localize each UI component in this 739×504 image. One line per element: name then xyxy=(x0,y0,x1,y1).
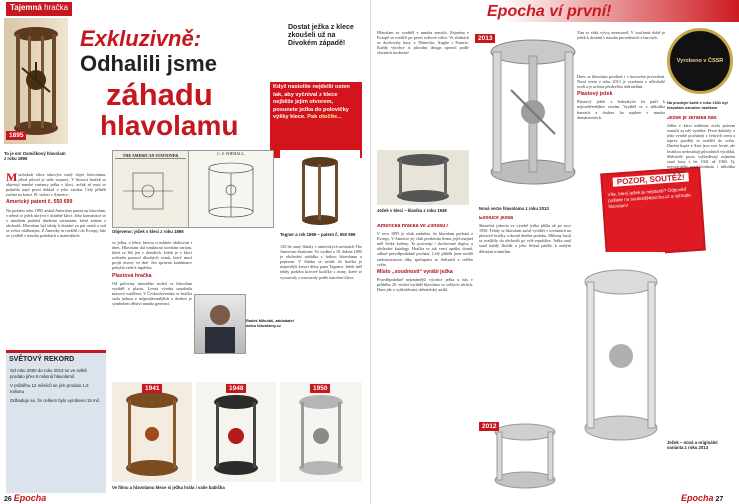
year-badge-2013: 2013 xyxy=(475,34,495,43)
record-box-title: SVĚTOVÝ REKORD xyxy=(9,356,75,363)
photo-1950 xyxy=(280,382,362,482)
section-tag-sub: hračka xyxy=(44,3,69,12)
right-body-col2: Evoluce ježka Skutečná jednota ve výrobě ježka přišla až po roce 1950. Tehdy se hlavolam začal vyrábět v továrnách na plastové hračky a dostal dnešní podobu. Miliony kusů se rozšířily do obchodů po celé republice. Ježka znal snad každý školák a jeho řešení patřilo k malým dětským triumfům. xyxy=(479,216,571,254)
subhead-evoluce: Evoluce ježka xyxy=(479,216,514,221)
headline-line-3: záhadu xyxy=(106,77,213,112)
contest-body: Víte, který ježek je nejstarší? Odpověď pošlete na soutez@epocha.cz a vyhrajte hlavolam! xyxy=(607,186,691,209)
subhead-soudnost: Místo „soudnosti“ vyrábí ježka xyxy=(377,268,453,275)
section-tag-main: Tajemná xyxy=(10,3,42,12)
magazine-logo-left: Epocha xyxy=(13,493,47,503)
year-badge-1941: 1941 xyxy=(142,384,162,393)
left-body-col3: 130 let starý články v amerických novinách The American Stationer. Ve vydání z 18. dubna 1895 je obchodní nabídka s fotkou hlavolamu a popisem. V článku se uvádí, že hračka je nejnovější kreací dílny pana Tegnera. Ježek měl tehdy podobu kovové kuličky s ostny, které se vysouvaly a zasouvaly podle natočení klece. xyxy=(280,244,362,280)
year-badge-2012: 2012 xyxy=(479,422,499,431)
cage-1950-icon xyxy=(280,382,362,482)
cage-side-icon xyxy=(377,150,469,205)
right-body-col4: Ježek je zkrátka náš Ježka v kleci můžeme zcela právem označit za náš vynález. První doklady o jeho výrobě pocházejí z českých zemí a teprve později se rozšířil do světa. Dnešní kopie z Asie jsou sice levné, ale kvalitou nedosahují původních výrobků. Sběratelé proto vyhledávají zejména staré kusy z let 1941 až 1960. Ty nejvzácnější mají hodnotu i několika tisíc korun. xyxy=(667,116,735,174)
patent-caption: Objeveno: ježek v kleci z roku 1895 xyxy=(112,229,184,234)
cage-1948-side-photo xyxy=(377,150,469,205)
patent-side-caption: Tegner a rok 1895 – patent č. 550 699 xyxy=(280,232,356,237)
teaser-link[interactable]: Pak otočíte... xyxy=(307,114,342,120)
contest-title: POZOR, SOUTĚŽ! xyxy=(613,172,689,186)
photo1-caption: To je on! Osmičkový hlavolam z roku 1895 xyxy=(4,151,66,162)
person-avatar xyxy=(195,295,245,353)
bronze-cage-illustration xyxy=(4,18,68,144)
patent-drawing xyxy=(188,150,274,228)
silver-cage-2013-icon xyxy=(475,32,591,192)
cage-2013-photo xyxy=(475,32,591,192)
right-page xyxy=(370,0,739,504)
right-body-col1: Hlavolam se vyráběl v mnoha zemích. Zejména v Evropě se rozšířil po první světové válce. Ve sbírkách se dochovaly kusy z Německa, Anglie i Francie. Každý výrobce si původní design upravil podle vlastních možností. xyxy=(377,30,469,56)
cage-silver-bottom xyxy=(577,252,665,452)
headline-line-2: Odhalili jsme xyxy=(80,51,217,76)
left-body-col2: ve ježka, a lehce, kterou si můžete obdivovat i dnes. Hlavolam dal vzniknout stovkám variant, které se liší jen v detailech. Ježek je v kleci uvězněn pomocí dlouhých ostnů, které musí projít otvory ve dně. Jen správná kombinace pohybů vede k úspěchu. Plastová hračka Od poloviny minulého století se hlavolam vyráběl z plastu. Levná výroba umožnila masové rozšíření. V Československu se hračka stala jednou z nejprodávanějších a dodnes je symbolem dětství mnoha generací. xyxy=(112,240,192,307)
patent-header-text: C. S. WIEHALL. xyxy=(216,151,246,156)
teaser-body-text: Když nastolíte nejdelší osten tak, aby vyčníval z klece nejblíže jejím otvorem, posunete ježka do polovičky výšky klece. xyxy=(273,84,350,120)
cage-silver-bottom-icon xyxy=(577,252,665,452)
newspaper-title: THE AMERICAN STATIONER xyxy=(115,153,186,159)
page-number-right: 27 xyxy=(715,496,724,503)
left-footer xyxy=(4,493,46,503)
photo-1941 xyxy=(112,382,192,482)
patent-drawing-icon xyxy=(113,161,183,221)
headline xyxy=(80,28,270,140)
page-number-left: 26 xyxy=(4,496,12,503)
right-header xyxy=(371,0,739,22)
right-body-col3b: Dnes se hlavolam prodává i v kovovém provedení. Nová verze z roku 2013 je vyrobena z ušlechtilé oceli a je určena především sběratelům. Plastový ježek Plastový ježek z šedesátých let patří k nejrozšířenějším verzím. Vyráběl se v několika barvách a dodnes ho najdete v mnoha domácnostech. xyxy=(577,74,665,120)
right-body-col3: Tím se však vývoj nezastavil. V současné době je ježek k dostání v mnoha provedeních a barvách. xyxy=(577,30,665,41)
cage-2012-photo xyxy=(475,420,575,490)
record-item-1: Od roku 2000 do roku 2013 se ve světě prodalo přes 8 milionů hlavolamů xyxy=(10,368,87,379)
teaser-body xyxy=(270,82,362,158)
right-body-col1b: Americká hračka ve Zlínsku? V roce 1895 je však zmíněno, že hlavolam pochází z Evropy. V Americe jej však prodávala firma, jejíž majitel měl české kořeny. To potvrzují i dochované dopisy a obchodní katalogy. Hračka se tak vrací zpátky domů, odkud pravděpodobně pochází. Celý příběh jsme mohli zrekonstruovat díky spolupráci se sběrateli z celého světa. Místo „soudnosti“ vyrábí ježka Pravděpodobně nejznámější výrobce ježka u nás v průběhu 20. století vyráběl hlavolam ve velkých sériích. Dnes jde o vyhledávaný sběratelský artikl. xyxy=(377,224,473,293)
subhead-je-nas: Ježek je zkrátka náš xyxy=(667,116,717,121)
record-item-2: V průběhu 12 měsíců se jich prodalo 1,6 milionu xyxy=(10,383,89,394)
headline-line-1: Exkluzivně: xyxy=(80,26,202,51)
person-caption: Radek Mikuláš, zakladatel webu hlavolamy.cz xyxy=(246,318,294,329)
stamp-text: Vyrobeno v ČSSR xyxy=(676,58,724,64)
bottom-caption-right: Ježek – nová a originální varianta z roku 2013 xyxy=(667,440,718,451)
subhead-americka: Americká hračka ve Zlínsku? xyxy=(377,224,449,229)
stamp-badge xyxy=(667,28,733,94)
intro-head: Americký patent č. 550 699 xyxy=(6,199,73,206)
year-badge-1895: 1895 xyxy=(6,131,26,140)
person-photo xyxy=(194,294,246,354)
patent-cage-drawing-icon xyxy=(189,156,273,222)
magazine-logo-right: Epocha xyxy=(681,493,714,503)
headline-line-4: hlavolamu xyxy=(100,110,239,141)
tegner-cage-photo xyxy=(280,150,360,230)
tegner-cage-icon xyxy=(280,150,360,230)
newspaper-clipping xyxy=(112,150,189,228)
caption-2013: Nová verze hlavolamu z roku 2013 xyxy=(479,206,549,211)
year-badge-1948: 1948 xyxy=(226,384,246,393)
left-body-col1: Mnohokrát sláva takovýto malý objev hlavolamu, jehož původ je stále nejasný. V historii hraček se objevují mnohé varianty ježka v kleci, avšak až nyní se podařilo najít první doklad o jeho vzniku. Celý příběh začíná na konci 19. století v Americe. Americký patent č. 550 699 Na podzim roku 1895 získal Američan patent na hlavolam, v němž se ježek ukrývá v drátěné kleci. Jeho konstrukce se v mnohém podobá dnešním variantám, které známe z obchodů. Hlavolam byl tehdy k dostání za pár centů a stal se velice oblíbeným. Z Ameriky se rozšířil i do Evropy, kde se vyráběl v mnoha podobách a materiálech. xyxy=(6,172,106,239)
cage-1948-icon xyxy=(196,382,276,482)
section-tag xyxy=(6,2,72,16)
record-item-3: Odhaduje se, že celkem bylo vyrobeno 15 mil. xyxy=(10,398,100,404)
teaser-title: Dostat ježka z klece zkoušeli už na Divokém západě! xyxy=(288,24,354,47)
subhead-plastovy: Plastový ježek xyxy=(577,91,613,98)
right-footer xyxy=(681,493,723,503)
record-box xyxy=(6,350,106,493)
header-title: Epocha ví první! xyxy=(487,3,612,20)
left-page xyxy=(0,0,368,504)
year-badge-1950: 1950 xyxy=(310,384,330,393)
cage-1895-photo xyxy=(4,18,68,144)
stamp-caption: Na prodejní kartě z roku 1941 byl hlavolam označen razítkem xyxy=(667,100,728,111)
subhead-history: Plastová hračka xyxy=(112,272,152,279)
bottom-caption-left: Ve filmu a hlavolamu klece si ježka hrála i vaše babička xyxy=(112,485,225,490)
caption-cage: Ježek v kleci – klasika z roku 1948 xyxy=(377,208,447,213)
cage-1941-icon xyxy=(112,382,192,482)
photo-1948 xyxy=(196,382,276,482)
